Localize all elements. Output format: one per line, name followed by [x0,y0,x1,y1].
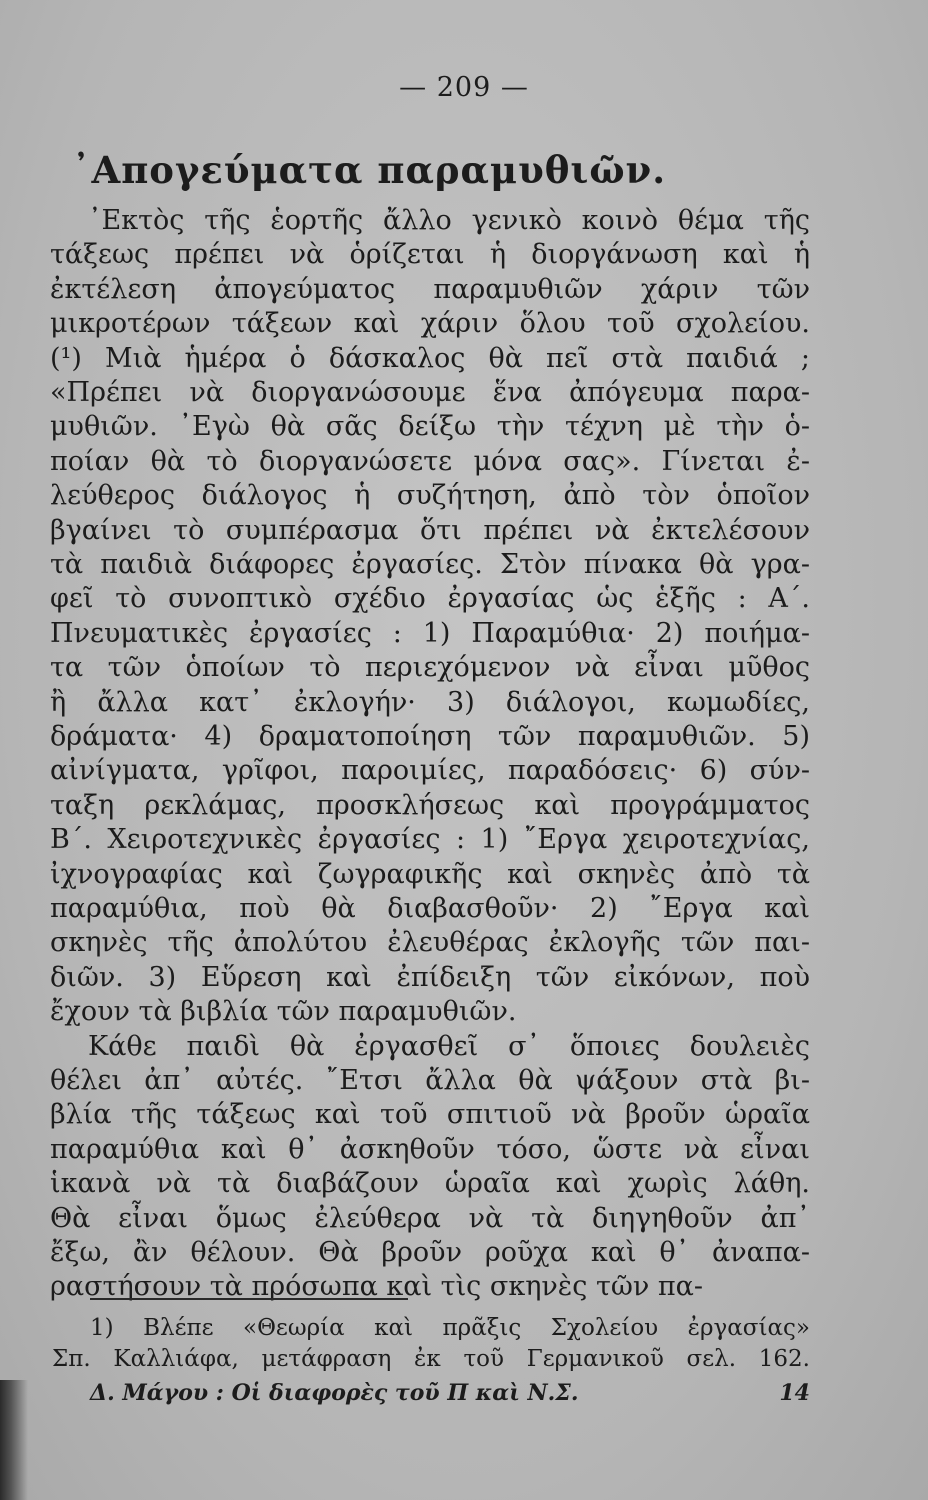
text-line: διῶν. 3) Εὕρεση καὶ ἐπίδειξη τῶν εἰκόνων, ποὺ [50,961,810,993]
text-line: ἱκανὰ νὰ τὰ διαβάζουν ὡραῖα καὶ χωρὶς λάθη. [50,1168,810,1200]
text-line: ᾽Εκτὸς τῆς ἑορτῆς ἄλλο γενικὸ κοινὸ θέμα τῆς [88,205,810,236]
footer-signature: Δ. Μάγου : Οἱ διαφορὲς τοῦ Π καὶ Ν.Σ. [90,1380,579,1406]
footnote-rule [90,1298,408,1300]
text-line: μυθιῶν. ᾽Εγὼ θὰ σᾶς δείξω τὴν τέχνη μὲ τὴν ὁ- [50,411,810,443]
text-line: θέλει ἀπ᾽ αὐτές. ῎Ετσι ἄλλα θὰ ψάξουν στὰ βι- [50,1065,810,1096]
text-line: φεῖ τὸ συνοπτικὸ σχέδιο ἐργασίας ὡς ἑξῆς : Α΄. [50,583,810,615]
text-line: δράματα· 4) δραματοποίηση τῶν παραμυθιῶν. 5) [50,721,810,752]
text-line: τα τῶν ὁποίων τὸ περιεχόμενον νὰ εἶναι μῦθος [50,652,810,684]
page-footer [90,1380,810,1406]
text-line: αἰνίγματα, γρῖφοι, παροιμίες, παραδόσεις· 6) σύν- [50,755,810,787]
text-line: Θὰ εἶναι ὅμως ἐλεύθερα νὰ τὰ διηγηθοῦν ἀπ᾽ [50,1202,810,1234]
text-line: ποίαν θὰ τὸ διοργανώσετε μόνα σας». Γίνεται ἐ- [50,445,810,477]
text-line: Β΄. Χειροτεχνικὲς ἐργασίες : 1) ῎Εργα χειροτεχνίας, [50,824,810,856]
text-line: παραμύθια, ποὺ θὰ διαβασθοῦν· 2) ῎Εργα καὶ [50,893,810,924]
text-line: ἔξω, ἂν θέλουν. Θὰ βροῦν ροῦχα καὶ θ᾽ ἀναπα- [50,1237,810,1268]
text-line: ραστήσουν τὰ πρόσωπα καὶ τὶς σκηνὲς τῶν πα- [50,1271,704,1303]
text-line: ταξη ρεκλάμας, προσκλήσεως καὶ προγράμματος [50,789,810,821]
text-line: παραμύθια καὶ θ᾽ ἀσκηθοῦν τόσο, ὥστε νὰ εἶναι [50,1133,810,1165]
text-line: τὰ παιδιὰ διάφορες ἐργασίες. Στὸν πίνακα θὰ γρα- [50,549,810,580]
footnote-line: Σπ. Καλλιάφα, μετάφραση ἐκ τοῦ Γερμανικοῦ σελ. 162. [52,1346,810,1372]
text-line: μικροτέρων τάξεων καὶ χάριν ὅλου τοῦ σχολείου. [50,308,810,340]
text-line: βλία τῆς τάξεως καὶ τοῦ σπιτιοῦ νὰ βροῦν ὡραῖα [50,1099,810,1131]
text-line: Πνευματικὲς ἐργασίες : 1) Παραμύθια· 2) ποιήμα- [50,617,810,649]
page-number: — 209 — [399,72,529,103]
footer-sheet-number: 14 [779,1380,810,1406]
text-line: «Πρέπει νὰ διοργανώσουμε ἕνα ἀπόγευμα παρα- [50,377,810,408]
text-line: ἢ ἄλλα κατ᾽ ἐκλογήν· 3) διάλογοι, κωμωδίες, [50,686,810,718]
text-line: τάξεως πρέπει νὰ ὁρίζεται ἡ διοργάνωση καὶ ἡ [50,239,810,271]
text-line: ἐκτέλεση ἀπογεύματος παραμυθιῶν χάριν τῶν [50,273,810,305]
text-line: (¹) Μιὰ ἡμέρα ὁ δάσκαλος θὰ πεῖ στὰ παιδιά ; [50,342,810,374]
footnote-line: 1) Βλέπε «Θεωρία καὶ πρᾶξις Σχολείου ἐργασίας» [90,1315,810,1341]
text-line: βγαίνει τὸ συμπέρασμα ὅτι πρέπει νὰ ἐκτελέσουν [50,514,810,546]
torn-page-edge [0,1380,28,1500]
text-line: λεύθερος διάλογος ἡ συζήτηση, ἀπὸ τὸν ὁποῖον [50,480,810,512]
text-line: ἰχνογραφίας καὶ ζωγραφικῆς καὶ σκηνὲς ἀπὸ τὰ [50,858,810,890]
text-line: σκηνὲς τῆς ἀπολύτου ἐλευθέρας ἐκλογῆς τῶν παι- [50,927,810,959]
text-line: ἔχουν τὰ βιβλία τῶν παραμυθιῶν. [50,996,517,1028]
section-title: ᾽Απογεύματα παραμυθιῶν. [72,148,667,192]
text-line: Κάθε παιδὶ θὰ ἐργασθεῖ σ᾽ ὅποιες δουλειὲς [88,1030,810,1062]
